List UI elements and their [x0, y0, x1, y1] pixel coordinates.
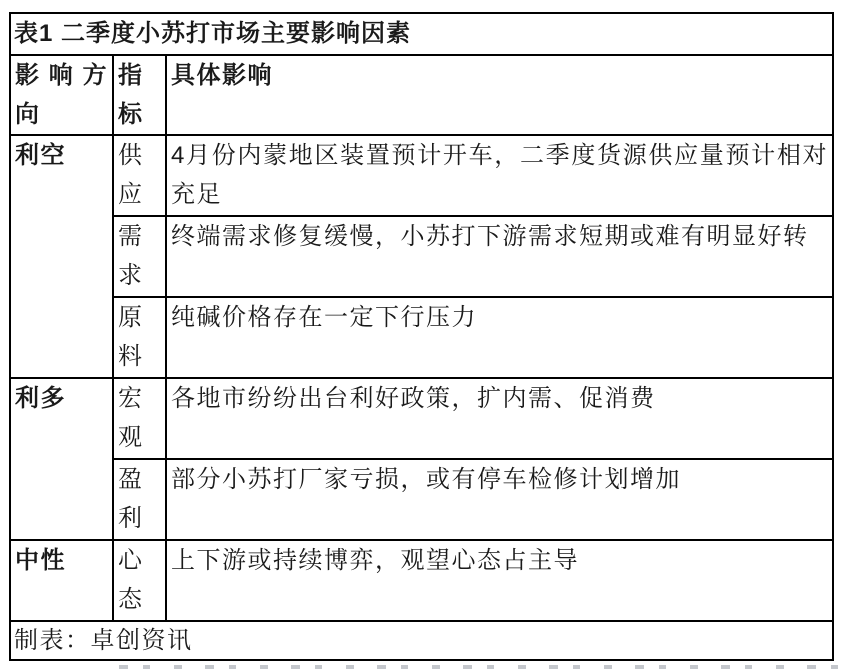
indicator-sentiment: 心态: [113, 540, 166, 621]
header-direction: 影响方向: [10, 55, 113, 135]
table-row: [10, 459, 833, 540]
table-title-row: [10, 13, 833, 55]
table-row: [10, 540, 833, 621]
detail-supply: 4月份内蒙地区装置预计开车，二季度货源供应量预计相对充足: [166, 135, 833, 216]
indicator-demand: 需求: [113, 216, 166, 297]
header-detail: 具体影响: [166, 55, 833, 135]
cropped-next-line-artifact: [119, 665, 841, 669]
table-row: [10, 216, 833, 297]
direction-bullish: 利多: [10, 378, 113, 540]
detail-profit: 部分小苏打厂家亏损，或有停车检修计划增加: [166, 459, 833, 540]
table-row: [10, 297, 833, 378]
factors-table: [9, 12, 834, 661]
table-source-note: 制表：卓创资讯: [10, 621, 833, 660]
detail-macro: 各地市纷纷出台利好政策，扩内需、促消费: [166, 378, 833, 459]
indicator-supply: 供应: [113, 135, 166, 216]
table-header-row: [10, 55, 833, 135]
header-indicator: 指标: [113, 55, 166, 135]
table-title: 表1 二季度小苏打市场主要影响因素: [10, 13, 833, 55]
indicator-profit: 盈利: [113, 459, 166, 540]
detail-raw-material: 纯碱价格存在一定下行压力: [166, 297, 833, 378]
direction-neutral: 中性: [10, 540, 113, 621]
table-row: [10, 378, 833, 459]
indicator-raw-material: 原料: [113, 297, 166, 378]
detail-demand: 终端需求修复缓慢，小苏打下游需求短期或难有明显好转: [166, 216, 833, 297]
table-footer-row: [10, 621, 833, 660]
indicator-macro: 宏观: [113, 378, 166, 459]
detail-sentiment: 上下游或持续博弈，观望心态占主导: [166, 540, 833, 621]
table-row: [10, 135, 833, 216]
direction-bearish: 利空: [10, 135, 113, 378]
